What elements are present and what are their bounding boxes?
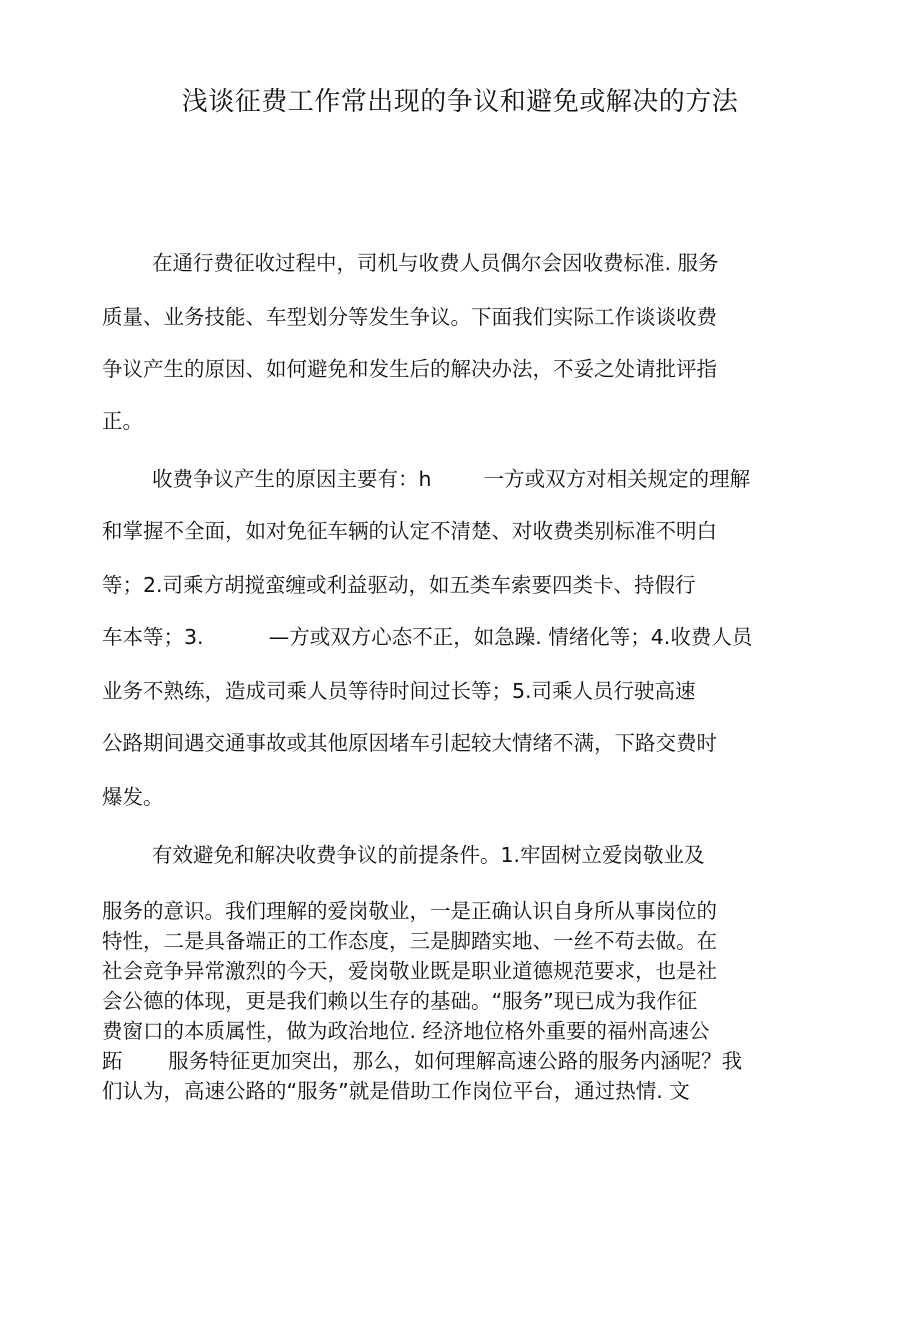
paragraph-2-line-5: 业务不熟练，造成司乘人员等待时间过长等；5.司乘人员行驶高速	[102, 679, 696, 703]
paragraph-1-line-2: 质量、业务技能、车型划分等发生争议。下面我们实际工作谈谈收费	[102, 305, 717, 329]
paragraph-3-line-2: 服务的意识。我们理解的爱岗敬业，一是正确认识自身所从事岗位的	[102, 899, 717, 923]
paragraph-3-line-1: 有效避免和解决收费争议的前提条件。1.牢固树立爱岗敬业及	[152, 843, 705, 867]
paragraph-3-line-5: 会公德的体现，更是我们赖以生存的基础。“服务”现已成为我作征	[102, 989, 698, 1013]
paragraph-2-line-1: 收费争议产生的原因主要有：h 一方或双方对相关规定的理解	[152, 467, 751, 491]
paragraph-3-line-3: 特性，二是具备端正的工作态度，三是脚踏实地、一丝不苟去做。在	[102, 929, 717, 953]
paragraph-3-line-6: 费窗口的本质属性，做为政治地位. 经济地位格外重要的福州高速公	[102, 1019, 710, 1043]
paragraph-1-line-3: 争议产生的原因、如何避免和发生后的解决办法，不妥之处请批评指	[102, 357, 717, 381]
document-title: 浅谈征费工作常出现的争议和避免或解决的方法	[181, 87, 739, 117]
paragraph-3-line-8: 们认为，高速公路的“服务”就是借助工作岗位平台，通过热情. 文	[102, 1079, 690, 1103]
paragraph-2-line-2: 和掌握不全面，如对免征车辆的认定不清楚、对收费类别标准不明白	[102, 519, 717, 543]
paragraph-1-line-4: 正。	[102, 409, 143, 433]
paragraph-2-line-7: 爆发。	[102, 785, 164, 809]
paragraph-2-line-6: 公路期间遇交通事故或其他原因堵车引起较大情绪不满，下路交费时	[102, 731, 717, 755]
paragraph-2-line-3: 等；2.司乘方胡搅蛮缠或利益驱动，如五类车索要四类卡、持假行	[102, 573, 696, 597]
paragraph-3-line-4: 社会竞争异常激烈的今天，爱岗敬业既是职业道德规范要求，也是社	[102, 959, 717, 983]
paragraph-1-line-1: 在通行费征收过程中，司机与收费人员偶尔会因收费标准. 服务	[152, 251, 719, 275]
paragraph-3-line-7: 跖 服务特征更加突出，那么，如何理解高速公路的服务内涵呢？我	[102, 1049, 743, 1073]
paragraph-2-line-4: 车本等；3. —方或双方心态不正，如急躁. 情绪化等；4.收费人员	[102, 625, 753, 649]
